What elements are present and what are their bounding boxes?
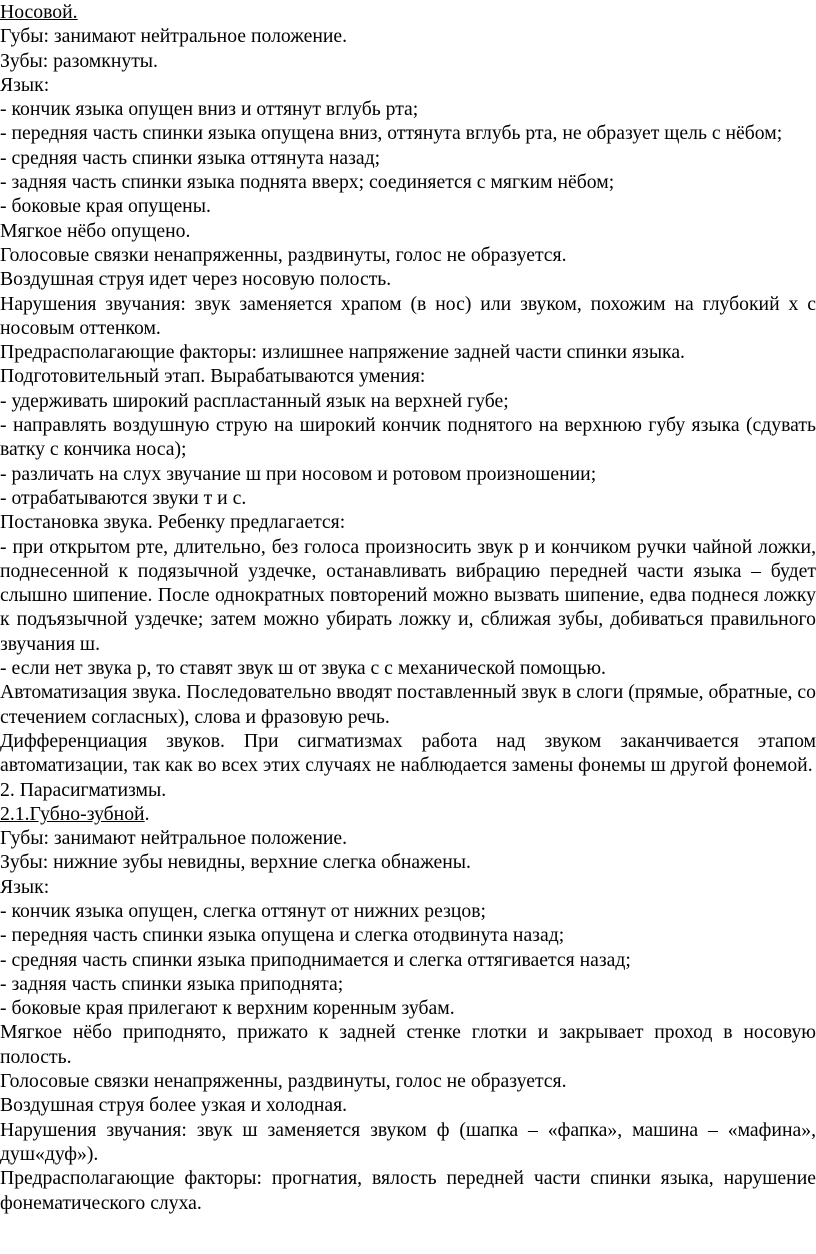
paragraph xyxy=(0,219,816,243)
paragraph-text: - средняя часть спинки языка оттянута назад; xyxy=(0,146,381,169)
paragraph xyxy=(0,121,816,145)
paragraph xyxy=(0,802,816,826)
paragraph-text: Зубы: разомкнуты. xyxy=(0,49,158,72)
paragraph-text: - боковые края опущены. xyxy=(0,195,211,218)
paragraph-text: Зубы: нижние зубы невидны, верхние слегка обнажены. xyxy=(0,851,471,874)
paragraph-text: - удерживать широкий распластанный язык на верхней губе; xyxy=(0,389,509,412)
paragraph xyxy=(0,729,816,778)
paragraph xyxy=(0,267,816,291)
paragraph xyxy=(0,243,816,267)
paragraph-text: - если нет звука р, то ставят звук ш от звука с с механической помощью. xyxy=(0,657,606,680)
paragraph xyxy=(0,656,816,680)
paragraph-text: Нарушения звучания: звук заменяется храпом (в нос) или звуком, похожим на глубокий х с носовым оттенком. xyxy=(0,292,816,339)
paragraph xyxy=(0,486,816,510)
paragraph xyxy=(0,972,816,996)
paragraph xyxy=(0,1118,816,1167)
paragraph-text: - задняя часть спинки языка приподнята; xyxy=(0,972,344,995)
paragraph xyxy=(0,510,816,534)
paragraph xyxy=(0,923,816,947)
paragraph xyxy=(0,146,816,170)
paragraph xyxy=(0,1166,816,1215)
paragraph xyxy=(0,680,816,729)
paragraph-text: - передняя часть спинки языка опущена и слегка отодвинута назад; xyxy=(0,924,565,947)
paragraph xyxy=(0,170,816,194)
paragraph-text: - кончик языка опущен вниз и оттянут вглубь рта; xyxy=(0,98,419,121)
paragraph xyxy=(0,875,816,899)
paragraph-text: - средняя часть спинки языка приподнимается и слегка оттягивается назад; xyxy=(0,948,631,971)
paragraph-suffix: . xyxy=(144,802,150,825)
paragraph-text: - боковые края прилегают к верхним коренным зубам. xyxy=(0,997,455,1020)
paragraph-text: Постановка звука. Ребенку предлагается: xyxy=(0,511,346,534)
paragraph xyxy=(0,899,816,923)
paragraph xyxy=(0,292,816,341)
paragraph xyxy=(0,778,816,802)
paragraph xyxy=(0,996,816,1020)
paragraph-text: - задняя часть спинки языка поднята вверх; соединяется с мягким нёбом; xyxy=(0,171,615,194)
paragraph-text: Мягкое нёбо приподнято, прижато к задней стенке глотки и закрывает проход в носовую полость. xyxy=(0,1021,816,1068)
paragraph-text: Подготовительный этап. Вырабатываются умения: xyxy=(0,365,426,388)
paragraph xyxy=(0,462,816,486)
paragraph-text: Предрасполагающие факторы: прогнатия, вялость передней части спинки языка, нарушение фонематического слуха. xyxy=(0,1167,816,1214)
paragraph-text: - передняя часть спинки языка опущена вниз, оттянута вглубь рта, не образует щель с нёбом; xyxy=(0,122,783,145)
paragraph-text: Губы: занимают нейтральное положение. xyxy=(0,827,348,850)
paragraph xyxy=(0,97,816,121)
paragraph xyxy=(0,340,816,364)
paragraph xyxy=(0,0,816,24)
paragraph-text: Воздушная струя более узкая и холодная. xyxy=(0,1094,348,1117)
paragraph xyxy=(0,49,816,73)
paragraph-text: Дифференциация звуков. При сигматизмах работа над звуком заканчивается этапом автоматизации, так как во всех этих случаях не наблюдается замены фонемы ш другой фонемой. xyxy=(0,729,816,777)
paragraph xyxy=(0,73,816,97)
paragraph-text: Нарушения звучания: звук ш заменяется звуком ф (шапка – «фапка», машина – «мафина», душ«дуф»). xyxy=(0,1118,816,1165)
paragraph-text: Предрасполагающие факторы: излишнее напряжение задней части спинки языка. xyxy=(0,341,685,364)
paragraph-text: - отрабатываются звуки т и с. xyxy=(0,486,247,509)
paragraph xyxy=(0,948,816,972)
paragraph-text: - различать на слух звучание ш при носовом и ротовом произношении; xyxy=(0,462,597,485)
paragraph-text: - направлять воздушную струю на широкий кончик поднятого на верхнюю губу языка (сдувать ватку с кончика носа); xyxy=(0,414,816,461)
paragraph xyxy=(0,1020,816,1069)
paragraph xyxy=(0,1093,816,1117)
paragraph-text: Воздушная струя идет через носовую полость. xyxy=(0,268,392,291)
paragraph xyxy=(0,24,816,48)
paragraph-text: Язык: xyxy=(0,875,50,898)
paragraph-text: - при открытом рте, длительно, без голоса произносить звук р и кончиком ручки чайной ложки, поднесенной к подязычной уздечке, останавливать вибрацию передней части языка – будет слышно шипение. После однократных повторений можно вызвать шипение, едва поднеся ложку к подъязычной уздечке; затем можно убирать ложку и, сближая зубы, добиваться правильного звучания ш. xyxy=(0,535,816,655)
paragraph-text: Голосовые связки ненапряженны, раздвинуты, голос не образуется. xyxy=(0,243,567,266)
paragraph xyxy=(0,389,816,413)
heading-text: 2.1.Губно-зубной xyxy=(0,802,145,825)
paragraph xyxy=(0,826,816,850)
heading-text: Носовой. xyxy=(0,1,78,23)
paragraph xyxy=(0,364,816,388)
paragraph-text: - кончик языка опущен, слегка оттянут от нижних резцов; xyxy=(0,899,486,922)
paragraph-text: Губы: занимают нейтральное положение. xyxy=(0,25,348,48)
paragraph xyxy=(0,1069,816,1093)
paragraph xyxy=(0,413,816,462)
paragraph-text: Автоматизация звука. Последовательно вводят поставленный звук в слоги (прямые, обратные, со стечением согласных), слова и фразовую речь. xyxy=(0,681,816,728)
paragraph xyxy=(0,194,816,218)
paragraph xyxy=(0,535,816,656)
paragraph-text: Мягкое нёбо опущено. xyxy=(0,219,191,242)
paragraph-text: 2. Парасигматизмы. xyxy=(0,778,167,801)
paragraph xyxy=(0,850,816,874)
paragraph-text: Голосовые связки ненапряженны, раздвинуты, голос не образуется. xyxy=(0,1070,567,1093)
paragraph-text: Язык: xyxy=(0,73,50,96)
